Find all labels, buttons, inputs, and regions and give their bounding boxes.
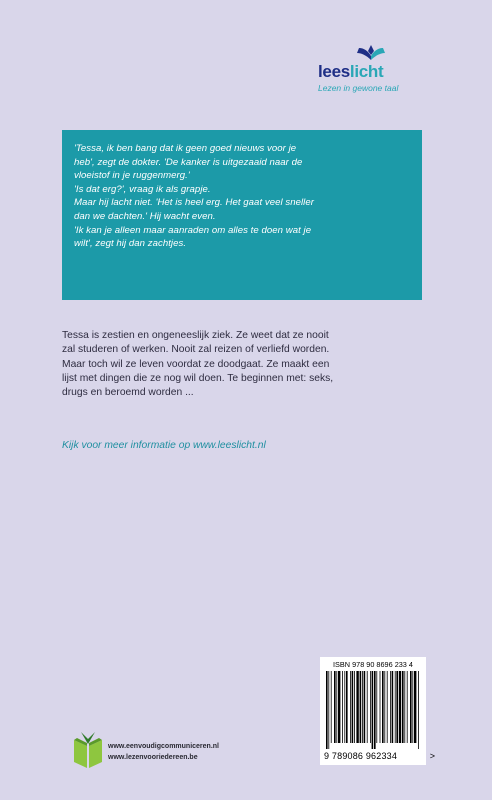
barcode-bar bbox=[380, 671, 381, 743]
blurb-line: Tessa is zestien en ongeneeslijk ziek. Ze weet dat ze nooit bbox=[62, 330, 329, 341]
barcode-bar bbox=[399, 671, 401, 743]
barcode-bar bbox=[412, 671, 413, 743]
quote-line: heb', zegt de dokter. 'De kanker is uitgezaaid naar de bbox=[74, 156, 303, 168]
barcode-bar bbox=[404, 671, 405, 743]
logo-word-light: licht bbox=[349, 62, 384, 81]
barcode-arrow: > bbox=[429, 751, 435, 761]
blurb-line: Maar toch wil ze leven voordat ze doodgaat. Ze maakt een bbox=[62, 358, 330, 370]
barcode-bar bbox=[328, 671, 329, 749]
barcode-bar bbox=[396, 671, 398, 743]
barcode-bar bbox=[352, 671, 354, 743]
barcode-bar bbox=[418, 671, 419, 749]
logo-wordmark bbox=[318, 62, 383, 82]
open-book-icon bbox=[356, 44, 386, 62]
barcode-bars bbox=[324, 671, 422, 749]
barcode-bar bbox=[344, 671, 345, 743]
barcode-bar bbox=[395, 671, 396, 743]
leeslicht-logo bbox=[318, 52, 438, 93]
blurb-line: lijst met dingen die ze nog wil doen. Te beginnen met: seks, bbox=[62, 372, 334, 384]
publisher-imprint bbox=[72, 730, 302, 770]
isbn-barcode bbox=[320, 657, 435, 765]
barcode-bar bbox=[384, 671, 385, 743]
barcode-bar bbox=[390, 671, 391, 743]
quote-band bbox=[62, 130, 422, 300]
barcode-bar bbox=[354, 671, 355, 743]
barcode-bar bbox=[326, 671, 328, 749]
quote-line: dan we dachten.' Hij wacht even. bbox=[74, 210, 216, 222]
barcode-bar bbox=[356, 671, 358, 743]
imprint-url[interactable]: www.lezenvooriedereen.be bbox=[108, 753, 198, 761]
quote-line: wilt', zegt hij dan zachtjes. bbox=[74, 238, 187, 250]
barcode-bar bbox=[331, 671, 332, 743]
quote-line: 'Is dat erg?', vraag ik als grapje. bbox=[74, 183, 211, 195]
barcode-bar bbox=[360, 671, 362, 743]
barcode-digits: 9 789086 962334 bbox=[324, 751, 398, 761]
quote-line: Maar hij lacht niet. 'Het is heel erg. Het gaat veel sneller bbox=[74, 197, 314, 209]
barcode-bar bbox=[376, 671, 377, 743]
barcode-bar bbox=[350, 671, 351, 743]
imprint-url[interactable]: www.eenvoudigcommuniceren.nl bbox=[108, 743, 219, 750]
quote-line: 'Ik kan je alleen maar aanraden om alles te doen wat je bbox=[74, 224, 312, 236]
blurb-line: drugs en beroemd worden ... bbox=[62, 387, 194, 399]
barcode-bar bbox=[342, 671, 343, 743]
barcode-bar bbox=[364, 671, 366, 743]
barcode-bar bbox=[334, 671, 336, 743]
barcode-bar bbox=[387, 671, 388, 743]
barcode-bar bbox=[374, 671, 376, 749]
barcode-bar bbox=[367, 671, 368, 743]
barcode-bar bbox=[336, 671, 337, 743]
barcode-bar bbox=[407, 671, 408, 743]
logo-word-dark: lees bbox=[318, 62, 350, 81]
barcode-bar bbox=[370, 671, 371, 743]
barcode-bar bbox=[372, 671, 374, 749]
barcode-bar bbox=[392, 671, 394, 743]
book-blurb bbox=[62, 329, 424, 400]
barcode-bar bbox=[362, 671, 363, 743]
barcode-bar bbox=[414, 671, 416, 743]
barcode-bar bbox=[338, 671, 340, 743]
isbn-label: ISBN 978 90 8696 233 4 bbox=[333, 660, 413, 669]
logo-tagline: Lezen in gewone taal bbox=[318, 83, 399, 93]
quote-line: vloeistof in je ruggenmerg.' bbox=[74, 170, 190, 182]
blurb-line: zal studeren of werken. Nooit zal reizen of verliefd worden. bbox=[62, 344, 330, 356]
publisher-book-icon bbox=[72, 730, 104, 770]
more-info-link[interactable]: Kijk voor meer informatie op www.leeslicht.nl bbox=[62, 440, 266, 451]
barcode-bar bbox=[382, 671, 384, 743]
barcode-bar bbox=[402, 671, 404, 743]
quote-line: 'Tessa, ik ben bang dat ik geen goed nieuws voor je bbox=[74, 143, 297, 154]
barcode-bar bbox=[410, 671, 412, 743]
barcode-bar bbox=[346, 671, 348, 743]
